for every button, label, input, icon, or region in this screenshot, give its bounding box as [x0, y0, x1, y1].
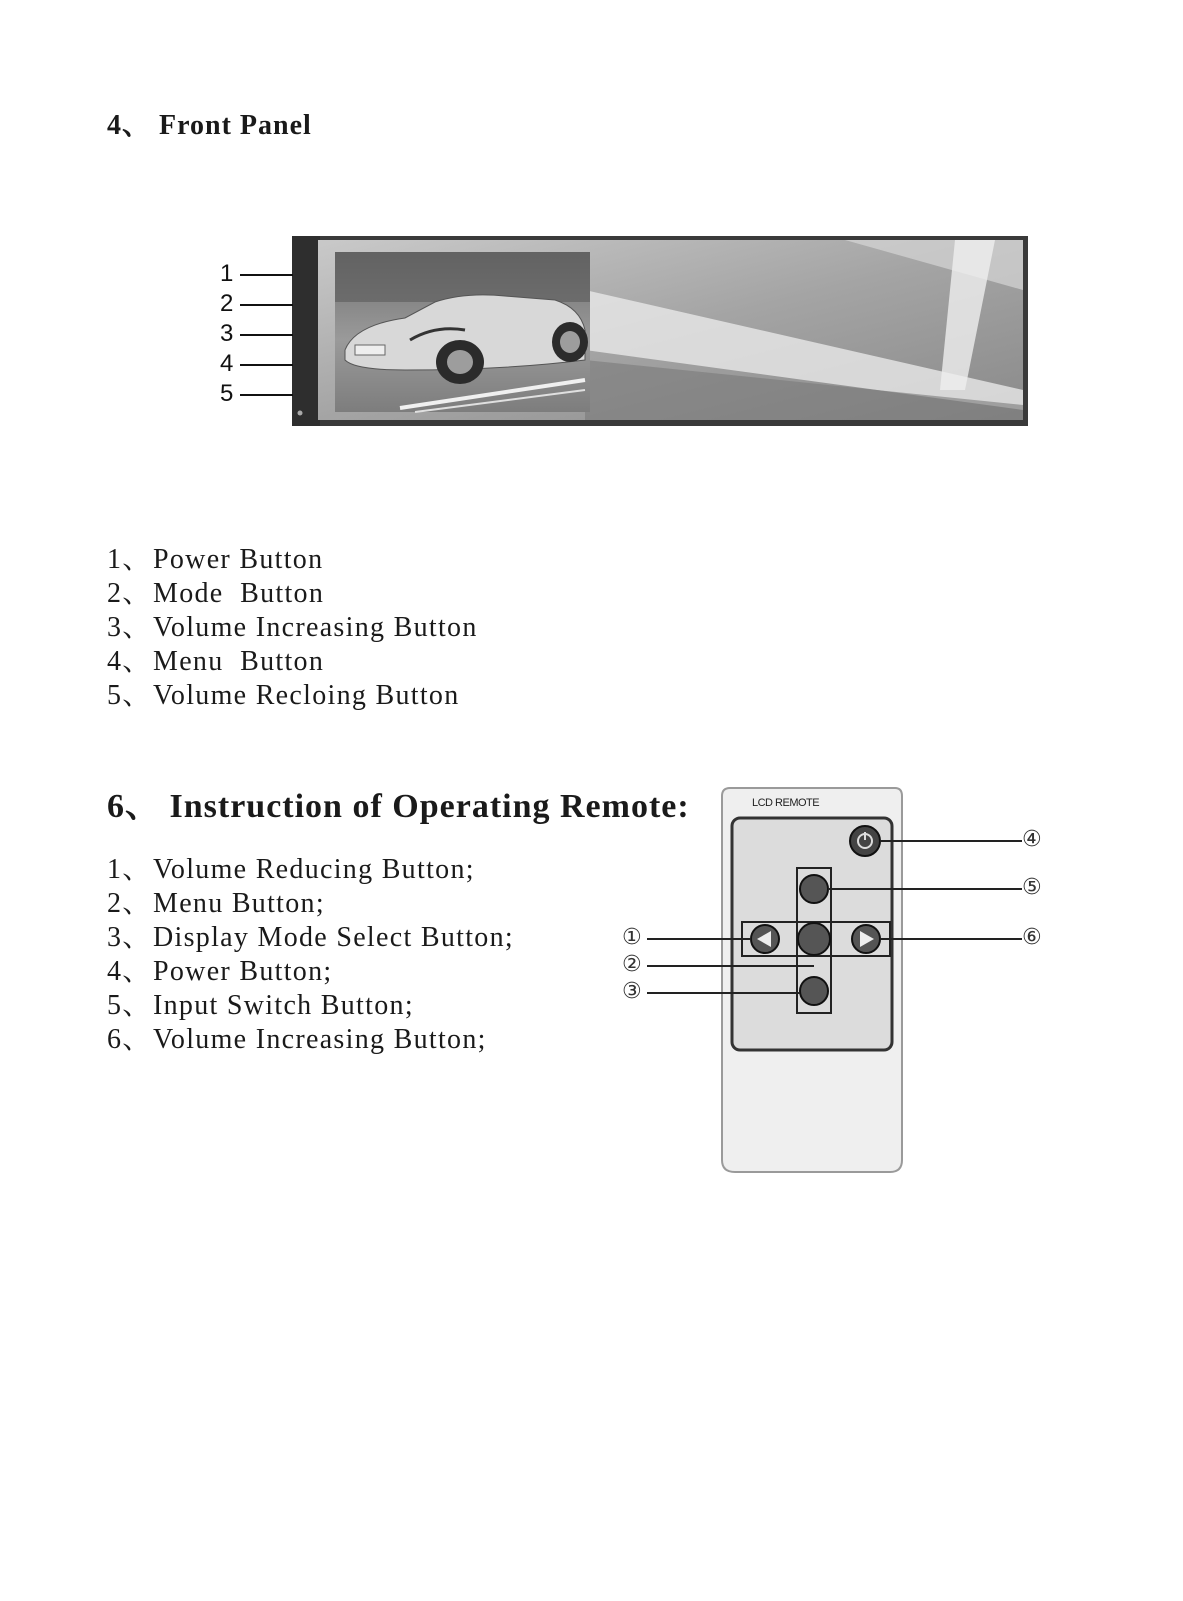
callout-leader [240, 364, 293, 366]
list-item: 2、Menu Button; [107, 888, 325, 919]
list-item: 4、Menu Button [107, 646, 325, 677]
remote-callout-3: ③ [622, 979, 642, 1004]
remote-callout-2: ② [622, 952, 642, 977]
remote-callout-1: ① [622, 925, 642, 950]
panel-callout-3: 3 [220, 320, 234, 347]
list-item: 3、Volume Increasing Button [107, 612, 478, 643]
panel-callout-4: 4 [220, 350, 234, 377]
panel-callout-5: 5 [220, 380, 234, 407]
remote-callout-5: ⑤ [1022, 875, 1042, 900]
remote-illustration [610, 780, 1070, 1180]
list-item: 1、Volume Reducing Button; [107, 854, 475, 885]
remote-figure [610, 780, 1070, 1180]
remote-button-list [107, 853, 514, 1057]
remote-callout-4: ④ [1022, 827, 1042, 852]
remote-caption: LCD REMOTE [752, 797, 820, 809]
callout-leader [240, 274, 293, 276]
section-4-title: 4、 Front Panel [107, 110, 312, 141]
callout-leader [240, 334, 293, 336]
front-panel-button-list [107, 543, 478, 713]
front-panel-figure [205, 230, 1035, 435]
callout-leader [240, 304, 293, 306]
list-item: 4、Power Button; [107, 956, 333, 987]
list-item: 2、Mode Button [107, 578, 325, 609]
list-item: 5、Volume Recloing Button [107, 680, 460, 711]
list-item: 5、Input Switch Button; [107, 990, 414, 1021]
panel-callout-2: 2 [220, 290, 234, 317]
power-icon [850, 826, 880, 856]
list-item: 6、Volume Increasing Button; [107, 1024, 487, 1055]
panel-callout-1: 1 [220, 260, 234, 287]
remote-callout-6: ⑥ [1022, 925, 1042, 950]
list-item: 1、Power Button [107, 544, 324, 575]
section-6-title: 6、 Instruction of Operating Remote: [107, 788, 690, 825]
callout-leader [240, 394, 293, 396]
front-panel-illustration [205, 230, 1035, 435]
list-item: 3、Display Mode Select Button; [107, 922, 514, 953]
